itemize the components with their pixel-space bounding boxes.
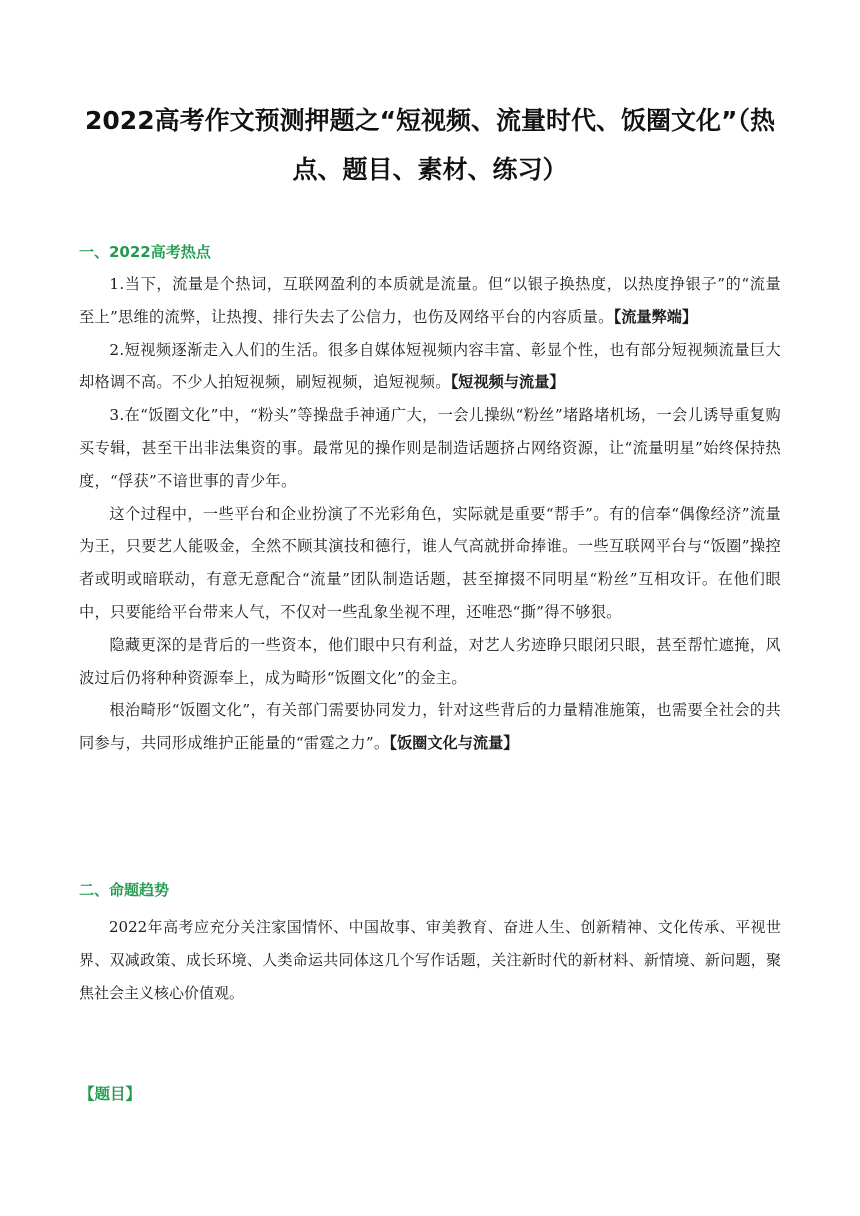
section-heading-trend: 二、命题趋势 bbox=[79, 881, 170, 899]
topic-tag: 【短视频与流量】 bbox=[450, 373, 565, 392]
paragraph-text: 这个过程中，一些平台和企业扮演了不光彩角色，实际就是重要“帮手”。有的信奉“偶像经济”流量为王，只要艺人能吸金，全然不顾其演技和德行，谁人气高就拼命捧谁。一些互联网平台与“饭圈”操控者或明或暗联动，有意无意配合“流量”团队制造话题，甚至撺掇不同明星“粉丝”互相攻讦。在他们眼中，只要能给平台带来人气，不仅对一些乱象坐视不理，还唯恐“撕”得不够狠。 bbox=[79, 504, 781, 621]
document-title: 2022高考作文预测押题之“短视频、流量时代、饭圈文化”（热点、题目、素材、练习） bbox=[85, 106, 775, 184]
topic-tag: 【饭圈文化与流量】 bbox=[389, 734, 519, 753]
document-page bbox=[79, 0, 781, 1216]
paragraph-text: 3.在“饭圈文化”中，“粉头”等操盘手神通广大，一会儿操纵“粉丝”堵路堵机场，一会儿诱导重复购买专辑，甚至干出非法集资的事。最常见的操作则是制造话题挤占网络资源，让“流量明星”始终保持热度，“俘获”不谙世事的青少年。 bbox=[79, 406, 781, 490]
paragraph-1 bbox=[79, 268, 781, 334]
paragraph-6 bbox=[79, 694, 781, 760]
paragraph-3 bbox=[79, 399, 781, 497]
section-heading-hot-topics: 一、2022高考热点 bbox=[79, 243, 211, 261]
paragraph-5 bbox=[79, 629, 781, 695]
paragraph-text: 隐藏更深的是背后的一些资本，他们眼中只有利益，对艺人劣迹睁只眼闭只眼，甚至帮忙遮掩，风波过后仍将种种资源奉上，成为畸形“饭圈文化”的金主。 bbox=[79, 635, 781, 687]
paragraph-text: 根治畸形“饭圈文化”，有关部门需要协同发力，针对这些背后的力量精准施策，也需要全社会的共同参与，共同形成维护正能量的“雷霆之力”。 bbox=[79, 701, 781, 753]
paragraph-2 bbox=[79, 334, 781, 400]
hot-topics-body bbox=[79, 268, 781, 760]
paragraph-text: 1.当下，流量是个热词，互联网盈利的本质就是流量。但“以银子换热度，以热度挣银子”的“流量至上”思维的流弊，让热搜、排行失去了公信力，也伤及网络平台的内容质量。 bbox=[79, 275, 781, 326]
trend-paragraph: 2022年高考应充分关注家国情怀、中国故事、审美教育、奋进人生、创新精神、文化传承、平视世界、双减政策、成长环境、人类命运共同体这几个写作话题，关注新时代的新材料、新情境、新问题，聚焦社会主义核心价值观。 bbox=[79, 918, 781, 1002]
section-heading-topic: 【题目】 bbox=[79, 1085, 142, 1103]
paragraph-text: 2.短视频逐渐走入人们的生活。很多自媒体短视频内容丰富、彰显个性，也有部分短视频流量巨大却格调不高。不少人拍短视频，刷短视频，追短视频。 bbox=[79, 340, 781, 392]
paragraph-4 bbox=[79, 498, 781, 629]
trend-body bbox=[79, 911, 781, 1010]
topic-tag: 【流量弊端】 bbox=[613, 307, 698, 326]
